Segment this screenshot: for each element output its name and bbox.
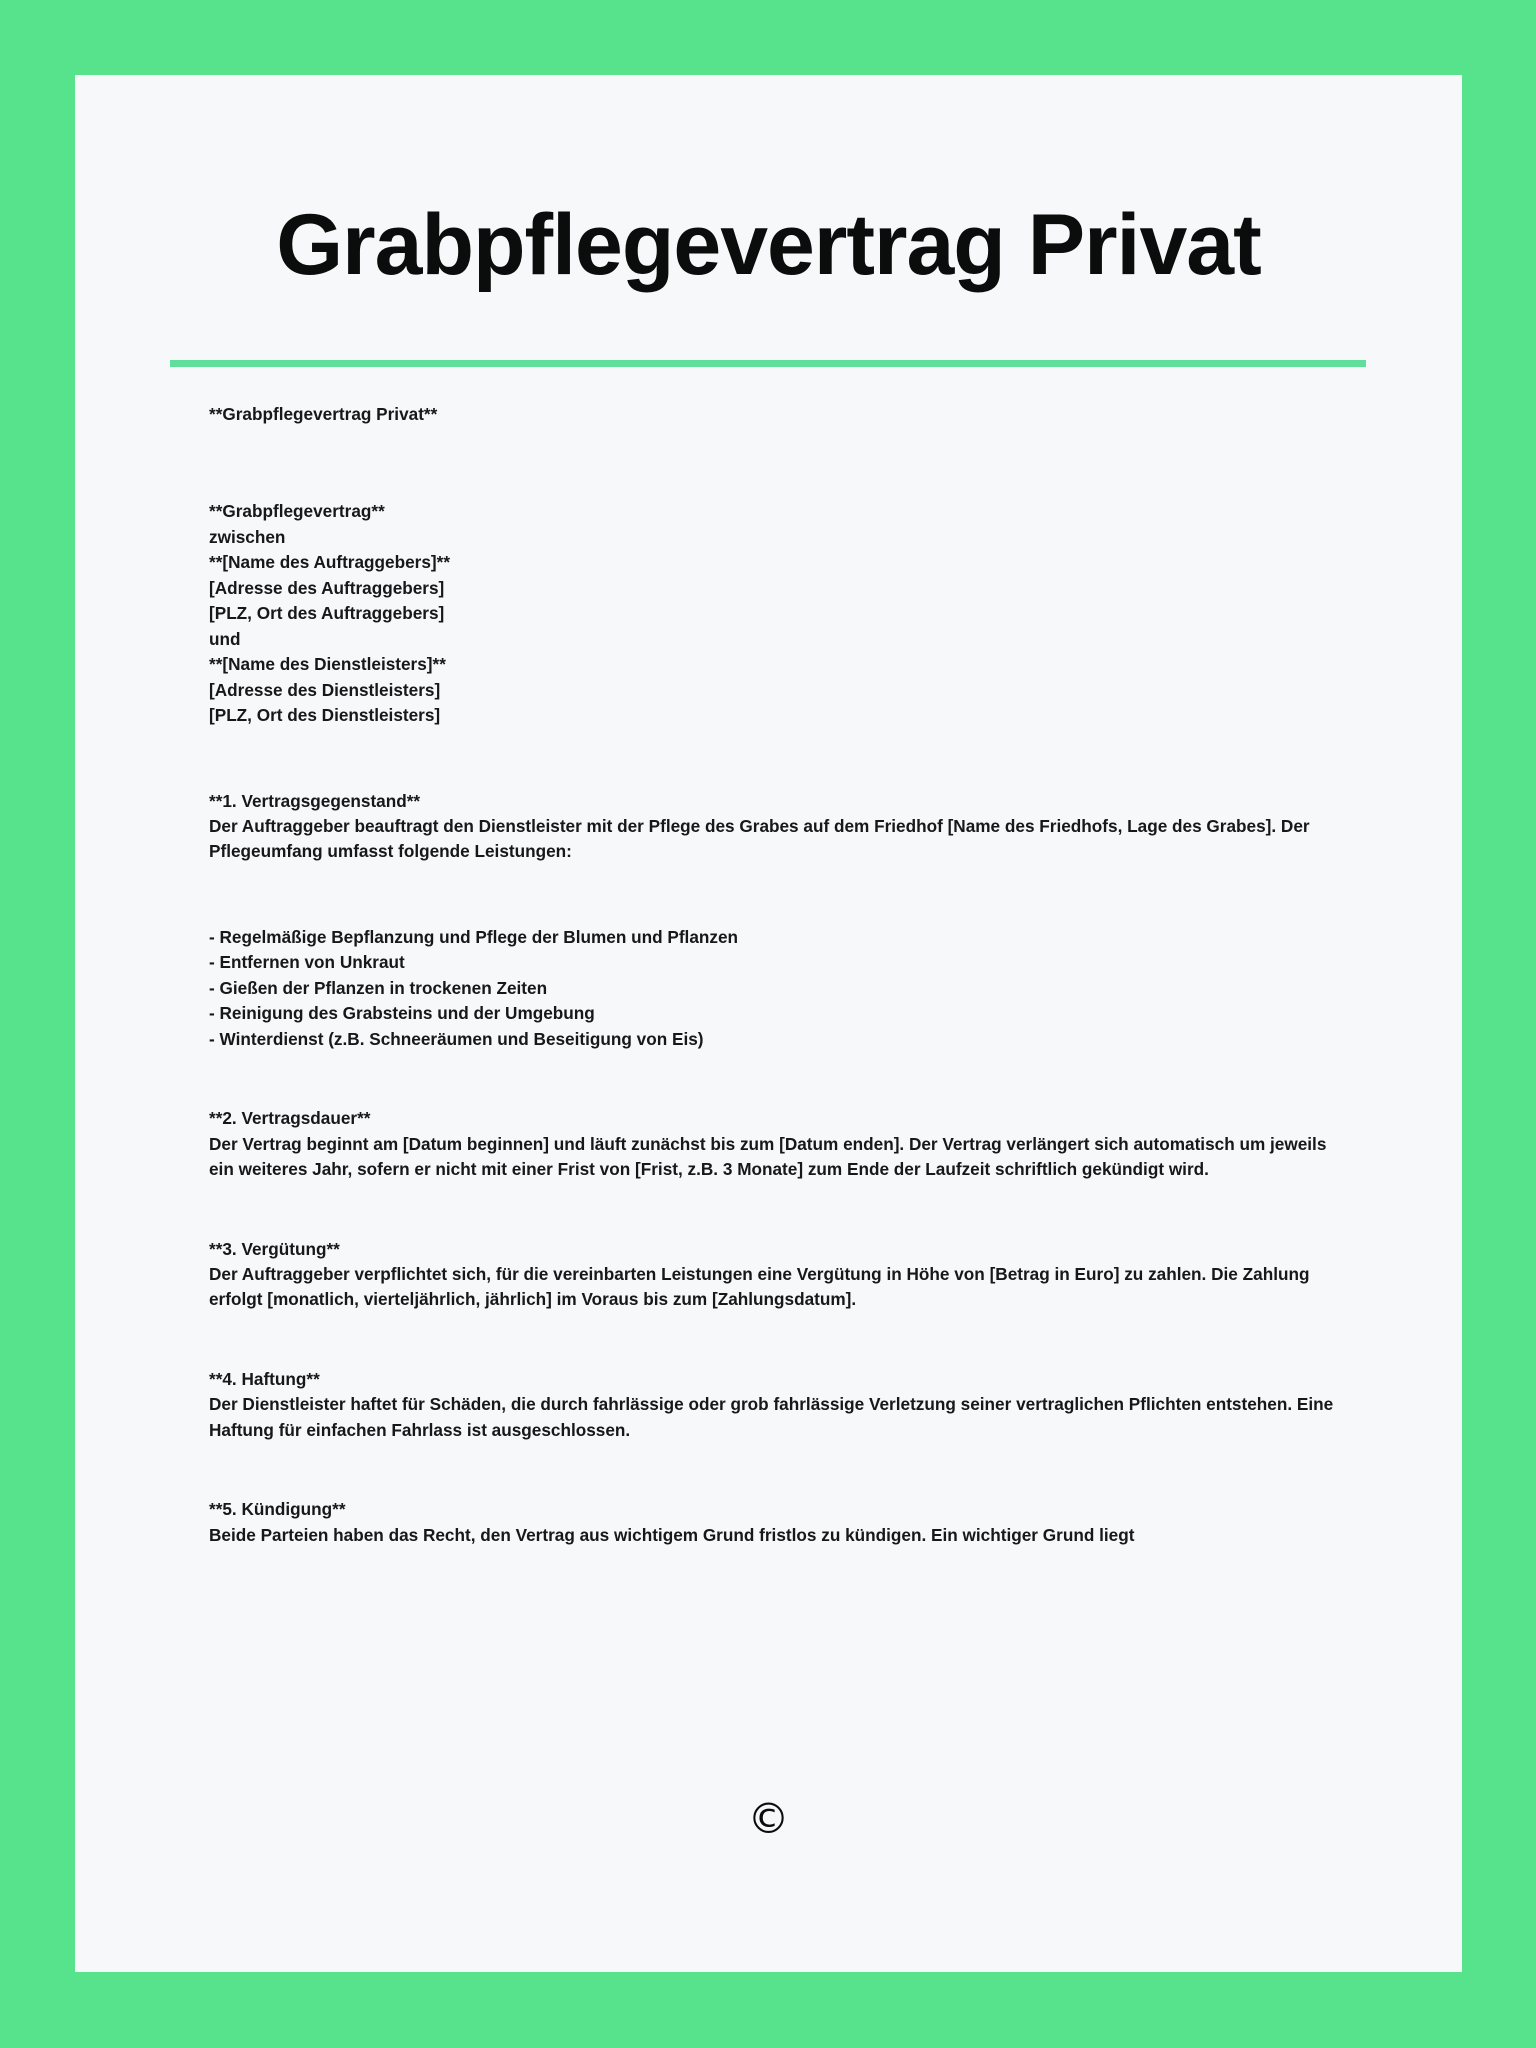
parties-heading: **Grabpflegevertrag** — [209, 501, 385, 522]
client-name: **[Name des Auftraggebers]** — [209, 552, 451, 573]
services-list — [209, 925, 1349, 1052]
spacer — [209, 1052, 1349, 1106]
list-item: - Gießen der Pflanzen in trockenen Zeiten — [209, 977, 548, 998]
spacer — [209, 1313, 1349, 1367]
document-sheet — [75, 75, 1462, 1972]
list-item: - Entfernen von Unkraut — [209, 952, 405, 973]
section-3-verguetung — [209, 1237, 1349, 1313]
parties-between-label: zwischen — [209, 526, 286, 547]
section-2-heading: **2. Vertragsdauer** — [209, 1108, 371, 1129]
parties-block — [209, 499, 1349, 728]
section-3-body: Der Auftraggeber verpflichtet sich, für die vereinbarten Leistungen eine Vergütung in Höhe von [Betrag in Euro] zu zahlen. Die Zahlung erfolgt [monatlich, vierteljährlich, jährlich] im Voraus bis zum [Zahlungsdatum]. — [209, 1263, 1310, 1310]
title-divider — [170, 360, 1366, 367]
section-5-heading: **5. Kündigung** — [209, 1499, 346, 1520]
section-5-kuendigung — [209, 1497, 1349, 1548]
provider-city: [PLZ, Ort des Dienstleisters] — [209, 705, 441, 726]
parties-and-label: und — [209, 628, 241, 649]
section-1-body: Der Auftraggeber beauftragt den Dienstleister mit der Pflege des Grabes auf dem Friedhof [Name des Friedhofs, Lage des Grabes]. Der Pflegeumfang umfasst folgende Leistungen: — [209, 815, 1310, 862]
spacer — [209, 865, 1349, 925]
spacer — [209, 1443, 1349, 1497]
list-item: - Reinigung des Grabsteins und der Umgebung — [209, 1003, 595, 1024]
spacer — [209, 729, 1349, 789]
page-title: Grabpflegevertrag Privat — [276, 197, 1261, 293]
list-item: - Regelmäßige Bepflanzung und Pflege der Blumen und Pflanzen — [209, 926, 739, 947]
section-1-heading: **1. Vertragsgegenstand** — [209, 790, 421, 811]
copyright-icon: © — [747, 1794, 790, 1843]
provider-name: **[Name des Dienstleisters]** — [209, 654, 446, 675]
section-3-heading: **3. Vergütung** — [209, 1238, 340, 1259]
client-address: [Adresse des Auftraggebers] — [209, 577, 445, 598]
list-item: - Winterdienst (z.B. Schneeräumen und Beseitigung von Eis) — [209, 1028, 704, 1049]
section-2-vertragsdauer — [209, 1106, 1349, 1182]
document-subtitle: **Grabpflegevertrag Privat** — [209, 404, 438, 424]
section-4-body: Der Dienstleister haftet für Schäden, die durch fahrlässige oder grob fahrlässige Verletzung seiner vertraglichen Pflichten entstehen. Eine Haftung für einfachen Fahrlass ist ausgeschlossen. — [209, 1394, 1334, 1440]
document-body — [209, 402, 1349, 1548]
section-1-vertragsgegenstand — [209, 789, 1349, 865]
client-city: [PLZ, Ort des Auftraggebers] — [209, 603, 445, 624]
spacer — [209, 1183, 1349, 1237]
section-2-body: Der Vertrag beginnt am [Datum beginnen] und läuft zunächst bis zum [Datum enden]. Der Vertrag verlängert sich automatisch um jeweils ein weiteres Jahr, sofern er nicht mit einer Frist von [Frist, z.B. 3 Monate] zum Ende der Laufzeit schriftlich gekündigt wird. — [209, 1133, 1327, 1180]
section-5-body: Beide Parteien haben das Recht, den Vertrag aus wichtigem Grund fristlos zu kündigen. Ein wichtiger Grund liegt — [209, 1524, 1135, 1545]
subtitle-block — [209, 402, 1349, 427]
provider-address: [Adresse des Dienstleisters] — [209, 679, 441, 700]
section-4-heading: **4. Haftung** — [209, 1368, 320, 1389]
section-4-haftung — [209, 1367, 1349, 1443]
spacer — [209, 427, 1349, 499]
